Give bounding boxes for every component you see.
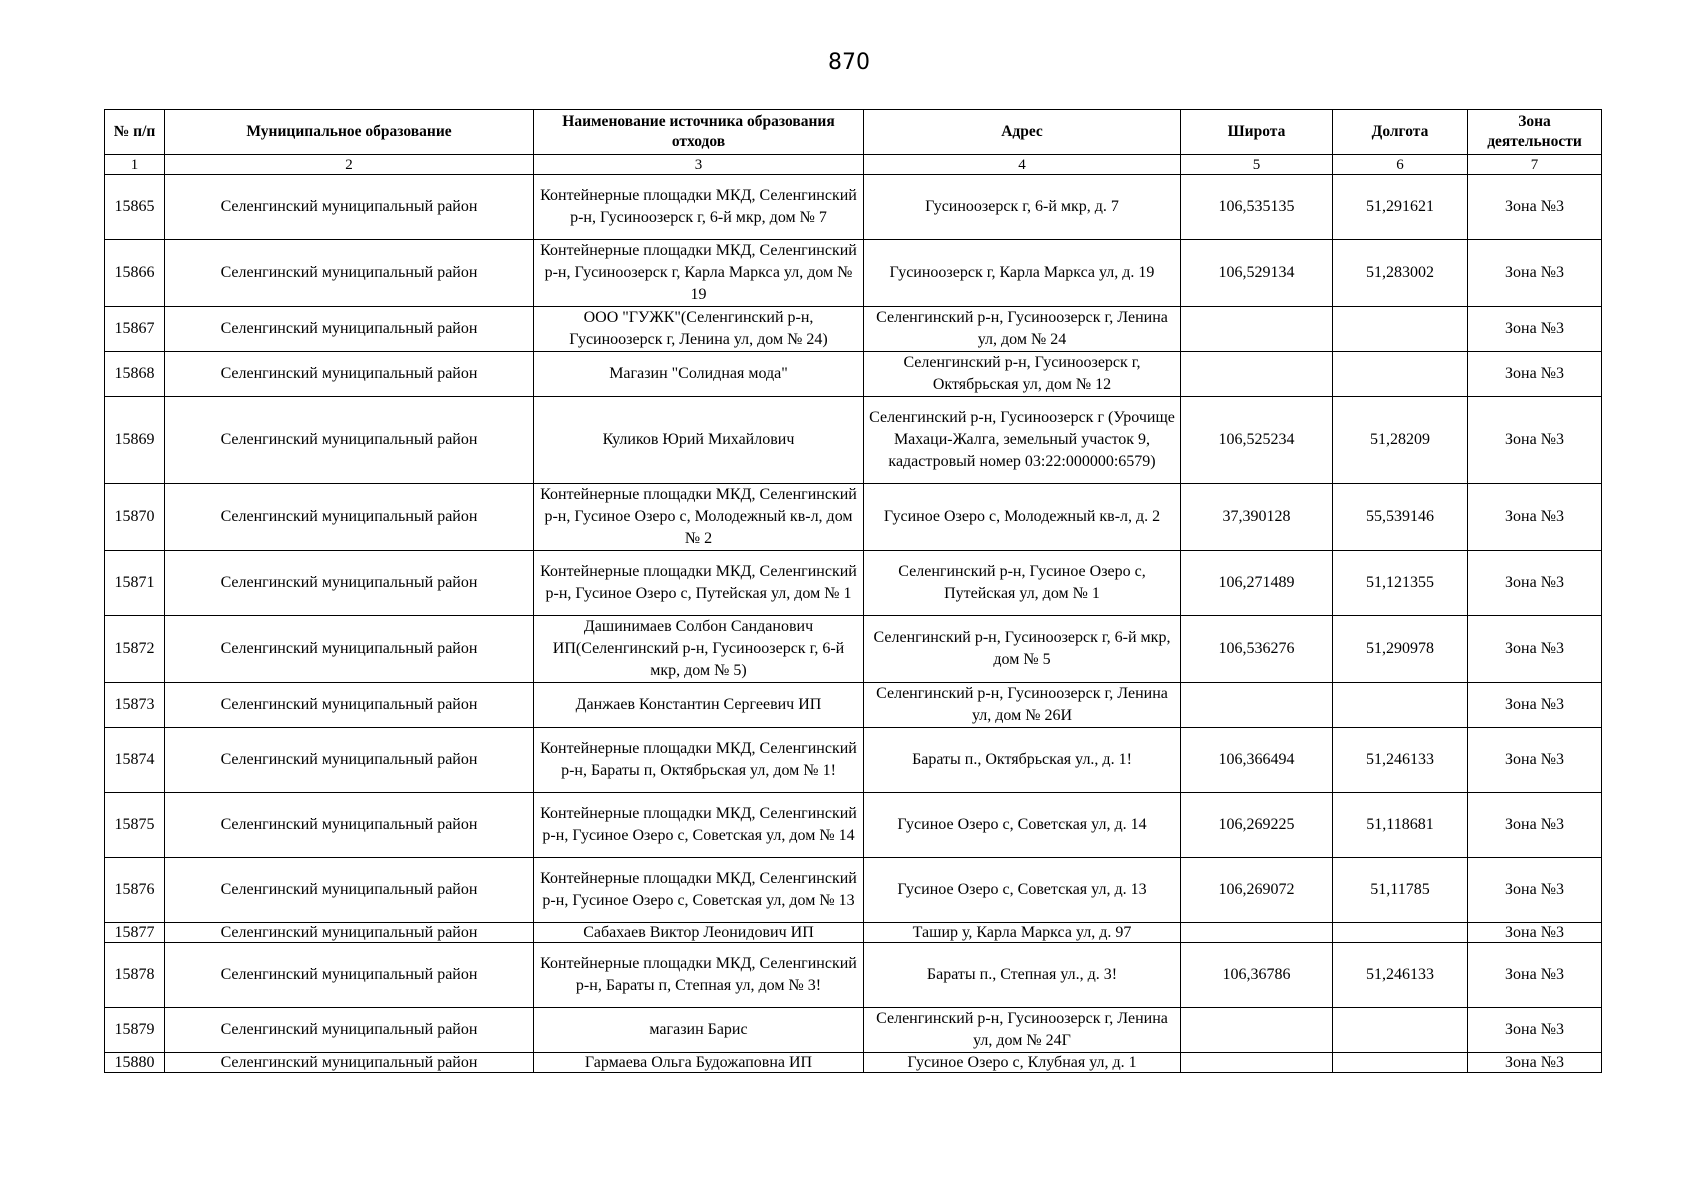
- cell-longitude: [1333, 1008, 1468, 1053]
- cell-latitude: 106,529134: [1181, 240, 1333, 307]
- cell-address: Селенгинский р-н, Гусиноозерск г, 6-й мкр, дом № 5: [864, 616, 1181, 683]
- header-address: Адрес: [864, 110, 1181, 155]
- cell-longitude: 51,246133: [1333, 943, 1468, 1008]
- cell-municipality: Селенгинский муниципальный район: [165, 551, 534, 616]
- table-row: [105, 397, 1602, 484]
- cell-address: Гусиное Озеро с, Советская ул, д. 14: [864, 793, 1181, 858]
- cell-address: Селенгинский р-н, Гусиноозерск г, Октябрьская ул, дом № 12: [864, 352, 1181, 397]
- cell-zone: Зона №3: [1468, 175, 1602, 240]
- table-row: [105, 307, 1602, 352]
- table-row: [105, 352, 1602, 397]
- cell-latitude: [1181, 1008, 1333, 1053]
- cell-longitude: 51,283002: [1333, 240, 1468, 307]
- table-row: [105, 858, 1602, 923]
- header-latitude: Широта: [1181, 110, 1333, 155]
- cell-latitude: 37,390128: [1181, 484, 1333, 551]
- cell-zone: Зона №3: [1468, 616, 1602, 683]
- header-zone: Зона деятельности: [1468, 110, 1602, 155]
- cell-municipality: Селенгинский муниципальный район: [165, 240, 534, 307]
- column-number: 6: [1333, 155, 1468, 175]
- cell-municipality: Селенгинский муниципальный район: [165, 352, 534, 397]
- cell-source: Контейнерные площадки МКД, Селенгинский р-н, Бараты п, Степная ул, дом № 3!: [534, 943, 864, 1008]
- cell-number: 15870: [105, 484, 165, 551]
- cell-longitude: [1333, 923, 1468, 943]
- cell-municipality: Селенгинский муниципальный район: [165, 1053, 534, 1073]
- cell-municipality: Селенгинский муниципальный район: [165, 307, 534, 352]
- cell-longitude: 51,121355: [1333, 551, 1468, 616]
- cell-zone: Зона №3: [1468, 551, 1602, 616]
- cell-address: Гусиное Озеро с, Советская ул, д. 13: [864, 858, 1181, 923]
- column-number: 2: [165, 155, 534, 175]
- cell-number: 15873: [105, 683, 165, 728]
- cell-zone: Зона №3: [1468, 352, 1602, 397]
- cell-address: Гусиное Озеро с, Клубная ул, д. 1: [864, 1053, 1181, 1073]
- cell-zone: Зона №3: [1468, 728, 1602, 793]
- table-row: [105, 240, 1602, 307]
- cell-source: Контейнерные площадки МКД, Селенгинский р-н, Гусиное Озеро с, Путейская ул, дом № 1: [534, 551, 864, 616]
- cell-zone: Зона №3: [1468, 1008, 1602, 1053]
- table-row: [105, 551, 1602, 616]
- cell-municipality: Селенгинский муниципальный район: [165, 683, 534, 728]
- cell-zone: Зона №3: [1468, 307, 1602, 352]
- cell-zone: Зона №3: [1468, 943, 1602, 1008]
- cell-municipality: Селенгинский муниципальный район: [165, 175, 534, 240]
- cell-longitude: 55,539146: [1333, 484, 1468, 551]
- cell-address: Бараты п., Степная ул., д. 3!: [864, 943, 1181, 1008]
- cell-number: 15876: [105, 858, 165, 923]
- cell-latitude: 106,535135: [1181, 175, 1333, 240]
- table-row: [105, 728, 1602, 793]
- cell-address: Селенгинский р-н, Гусиноозерск г, Ленина ул, дом № 26И: [864, 683, 1181, 728]
- cell-longitude: [1333, 683, 1468, 728]
- table-row: [105, 616, 1602, 683]
- cell-latitude: [1181, 307, 1333, 352]
- cell-municipality: Селенгинский муниципальный район: [165, 858, 534, 923]
- cell-zone: Зона №3: [1468, 1053, 1602, 1073]
- table-row: [105, 683, 1602, 728]
- cell-address: Ташир у, Карла Маркса ул, д. 97: [864, 923, 1181, 943]
- cell-longitude: 51,291621: [1333, 175, 1468, 240]
- cell-source: Гармаева Ольга Будожаповна ИП: [534, 1053, 864, 1073]
- cell-municipality: Селенгинский муниципальный район: [165, 793, 534, 858]
- waste-sources-table: [104, 109, 1602, 1073]
- cell-municipality: Селенгинский муниципальный район: [165, 616, 534, 683]
- cell-latitude: 106,525234: [1181, 397, 1333, 484]
- cell-number: 15875: [105, 793, 165, 858]
- cell-address: Гусиноозерск г, 6-й мкр, д. 7: [864, 175, 1181, 240]
- cell-longitude: [1333, 307, 1468, 352]
- cell-source: ООО "ГУЖК"(Селенгинский р-н, Гусиноозерск г, Ленина ул, дом № 24): [534, 307, 864, 352]
- cell-source: магазин Барис: [534, 1008, 864, 1053]
- cell-zone: Зона №3: [1468, 484, 1602, 551]
- cell-latitude: [1181, 683, 1333, 728]
- cell-source: Контейнерные площадки МКД, Селенгинский р-н, Гусиное Озеро с, Советская ул, дом № 14: [534, 793, 864, 858]
- cell-number: 15874: [105, 728, 165, 793]
- table-row: [105, 175, 1602, 240]
- cell-number: 15868: [105, 352, 165, 397]
- column-number: 3: [534, 155, 864, 175]
- cell-number: 15869: [105, 397, 165, 484]
- cell-latitude: 106,269072: [1181, 858, 1333, 923]
- header-municipality: Муниципальное образование: [165, 110, 534, 155]
- column-number: 4: [864, 155, 1181, 175]
- cell-zone: Зона №3: [1468, 397, 1602, 484]
- table-row: [105, 923, 1602, 943]
- cell-address: Селенгинский р-н, Гусиное Озеро с, Путейская ул, дом № 1: [864, 551, 1181, 616]
- cell-number: 15879: [105, 1008, 165, 1053]
- cell-source: Контейнерные площадки МКД, Селенгинский р-н, Гусиноозерск г, 6-й мкр, дом № 7: [534, 175, 864, 240]
- cell-municipality: Селенгинский муниципальный район: [165, 923, 534, 943]
- cell-latitude: 106,269225: [1181, 793, 1333, 858]
- page-number: 870: [828, 50, 870, 75]
- cell-source: Контейнерные площадки МКД, Селенгинский р-н, Бараты п, Октябрьская ул, дом № 1!: [534, 728, 864, 793]
- cell-source: Куликов Юрий Михайлович: [534, 397, 864, 484]
- cell-latitude: 106,366494: [1181, 728, 1333, 793]
- cell-number: 15872: [105, 616, 165, 683]
- cell-number: 15880: [105, 1053, 165, 1073]
- header-number: № п/п: [105, 110, 165, 155]
- cell-longitude: 51,246133: [1333, 728, 1468, 793]
- cell-source: Контейнерные площадки МКД, Селенгинский р-н, Гусиное Озеро с, Советская ул, дом № 13: [534, 858, 864, 923]
- table-row: [105, 484, 1602, 551]
- cell-latitude: 106,271489: [1181, 551, 1333, 616]
- cell-municipality: Селенгинский муниципальный район: [165, 1008, 534, 1053]
- cell-zone: Зона №3: [1468, 683, 1602, 728]
- cell-latitude: 106,536276: [1181, 616, 1333, 683]
- cell-number: 15871: [105, 551, 165, 616]
- cell-longitude: [1333, 352, 1468, 397]
- cell-source: Сабахаев Виктор Леонидович ИП: [534, 923, 864, 943]
- cell-number: 15867: [105, 307, 165, 352]
- cell-source: Магазин "Солидная мода": [534, 352, 864, 397]
- cell-number: 15865: [105, 175, 165, 240]
- cell-latitude: [1181, 923, 1333, 943]
- column-number: 5: [1181, 155, 1333, 175]
- cell-source: Данжаев Константин Сергеевич ИП: [534, 683, 864, 728]
- column-number: 7: [1468, 155, 1602, 175]
- cell-latitude: [1181, 352, 1333, 397]
- header-source: Наименование источника образования отходов: [534, 110, 864, 155]
- cell-source: Контейнерные площадки МКД, Селенгинский р-н, Гусиное Озеро с, Молодежный кв-л, дом № 2: [534, 484, 864, 551]
- cell-zone: Зона №3: [1468, 240, 1602, 307]
- cell-longitude: 51,290978: [1333, 616, 1468, 683]
- cell-address: Бараты п., Октябрьская ул., д. 1!: [864, 728, 1181, 793]
- cell-municipality: Селенгинский муниципальный район: [165, 943, 534, 1008]
- cell-longitude: [1333, 1053, 1468, 1073]
- cell-latitude: 106,36786: [1181, 943, 1333, 1008]
- cell-address: Гусиное Озеро с, Молодежный кв-л, д. 2: [864, 484, 1181, 551]
- table-row: [105, 1008, 1602, 1053]
- header-longitude: Долгота: [1333, 110, 1468, 155]
- column-number: 1: [105, 155, 165, 175]
- cell-source: Контейнерные площадки МКД, Селенгинский р-н, Гусиноозерск г, Карла Маркса ул, дом № 19: [534, 240, 864, 307]
- cell-address: Селенгинский р-н, Гусиноозерск г, Ленина ул, дом № 24: [864, 307, 1181, 352]
- cell-longitude: 51,28209: [1333, 397, 1468, 484]
- table-row: [105, 943, 1602, 1008]
- cell-source: Дашинимаев Солбон Санданович ИП(Селенгинский р-н, Гусиноозерск г, 6-й мкр, дом № 5): [534, 616, 864, 683]
- cell-number: 15866: [105, 240, 165, 307]
- cell-zone: Зона №3: [1468, 858, 1602, 923]
- column-number-row: [105, 155, 1602, 175]
- cell-longitude: 51,11785: [1333, 858, 1468, 923]
- cell-address: Гусиноозерск г, Карла Маркса ул, д. 19: [864, 240, 1181, 307]
- cell-municipality: Селенгинский муниципальный район: [165, 484, 534, 551]
- table-row: [105, 1053, 1602, 1073]
- cell-zone: Зона №3: [1468, 923, 1602, 943]
- cell-address: Селенгинский р-н, Гусиноозерск г, Ленина ул, дом № 24Г: [864, 1008, 1181, 1053]
- cell-zone: Зона №3: [1468, 793, 1602, 858]
- cell-number: 15878: [105, 943, 165, 1008]
- table-row: [105, 793, 1602, 858]
- cell-municipality: Селенгинский муниципальный район: [165, 397, 534, 484]
- cell-longitude: 51,118681: [1333, 793, 1468, 858]
- cell-latitude: [1181, 1053, 1333, 1073]
- cell-number: 15877: [105, 923, 165, 943]
- cell-address: Селенгинский р-н, Гусиноозерск г (Урочище Махаци-Жалга, земельный участок 9, кадастровый номер 03:22:000000:6579): [864, 397, 1181, 484]
- header-row: [105, 110, 1602, 155]
- cell-municipality: Селенгинский муниципальный район: [165, 728, 534, 793]
